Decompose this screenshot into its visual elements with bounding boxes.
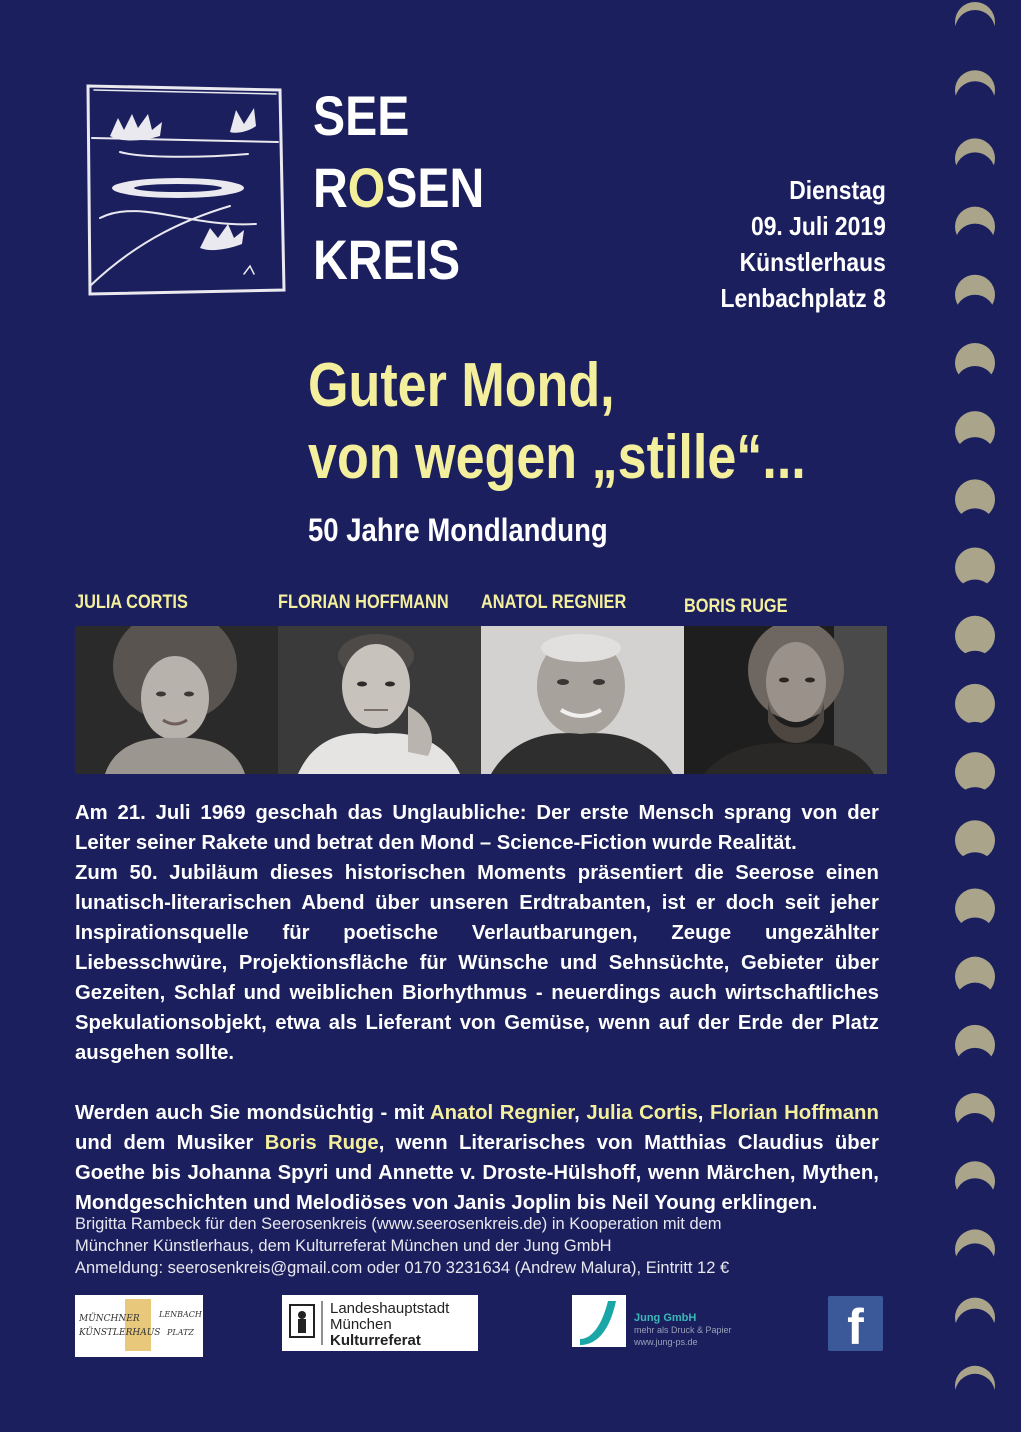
svg-text:Kulturreferat: Kulturreferat bbox=[330, 1332, 421, 1349]
moon-phase-icon bbox=[955, 479, 995, 548]
credits-line-2: Münchner Künstlerhaus, dem Kulturreferat München und der Jung GmbH bbox=[75, 1237, 612, 1255]
headline bbox=[308, 350, 806, 494]
moon-phase-icon bbox=[955, 411, 995, 477]
event-description bbox=[75, 798, 879, 1218]
photo-julia-cortis bbox=[75, 626, 278, 774]
headline-line-2: von wegen „stille“... bbox=[308, 423, 806, 492]
kuenstlerhaus-logo-icon bbox=[75, 1295, 203, 1357]
moon-phase-icon bbox=[955, 207, 995, 264]
svg-text:München: München bbox=[330, 1316, 392, 1333]
credits-line-1: Brigitta Rambeck für den Seerosenkreis (www.seerosenkreis.de) in Kooperation mit dem bbox=[75, 1215, 722, 1233]
lotus-sketch-icon bbox=[80, 78, 290, 300]
moon-phase-icon bbox=[955, 343, 995, 406]
moon-phase-icon bbox=[955, 1366, 995, 1414]
moon-phase-icon bbox=[955, 752, 995, 827]
city-crest-icon bbox=[290, 1305, 314, 1337]
credits bbox=[75, 1213, 729, 1279]
brand-line-1: SEE bbox=[313, 84, 410, 147]
photo-anatol-regnier bbox=[481, 626, 684, 774]
performer-name: JULIA CORTIS bbox=[75, 592, 188, 613]
svg-text:KÜNSTLERHAUS: KÜNSTLERHAUS bbox=[79, 1328, 161, 1338]
performer-name: ANATOL REGNIER bbox=[481, 592, 627, 613]
moon-phase-icon bbox=[955, 70, 995, 121]
performer-photos bbox=[75, 626, 887, 774]
moon-phase-icon bbox=[955, 616, 995, 691]
event-date: 09. Juli 2019 bbox=[751, 211, 886, 241]
svg-text:Jung GmbH: Jung GmbH bbox=[634, 1312, 697, 1324]
performer-name: FLORIAN HOFFMANN bbox=[278, 592, 449, 613]
jung-logo-icon bbox=[572, 1295, 626, 1347]
brand-line-3: KREIS bbox=[313, 228, 461, 291]
svg-text:Landeshauptstadt: Landeshauptstadt bbox=[330, 1300, 450, 1317]
event-address: Lenbachplatz 8 bbox=[720, 283, 886, 313]
svg-text:PLATZ: PLATZ bbox=[167, 1328, 194, 1337]
credits-line-3: Anmeldung: seerosenkreis@gmail.com oder 0170 3231634 (Andrew Malura), Eintritt 12 € bbox=[75, 1259, 730, 1277]
moon-phase-icon bbox=[955, 888, 995, 957]
subheadline: 50 Jahre Mondlandung bbox=[308, 512, 608, 548]
moon-phase-icon bbox=[955, 684, 995, 762]
moon-phase-icon bbox=[955, 548, 995, 620]
event-day: Dienstag bbox=[789, 175, 886, 205]
svg-text:mehr als Druck & Papier: mehr als Druck & Papier bbox=[634, 1325, 732, 1335]
kuenstlerhaus-logo bbox=[75, 1295, 203, 1357]
moon-phase-strip bbox=[952, 0, 998, 1432]
svg-text:MÜNCHNER: MÜNCHNER bbox=[79, 1314, 140, 1324]
photo-boris-ruge bbox=[684, 626, 887, 774]
kulturreferat-logo bbox=[282, 1295, 478, 1351]
moon-phase-icon bbox=[955, 1161, 995, 1218]
performer-names bbox=[75, 592, 887, 622]
description-paragraph-1: Am 21. Juli 1969 geschah das Unglaubliche: Der erste Mensch sprang von der Leiter seiner Rakete und betrat den Mond – Science-Fiction wurde Realität. Zum 50. Jubiläum dieses historischen Moments präsentiert die Seerose einen lunatisch-literarischen Abend über unseren Erdtrabanten, ist er doch seit jeher Inspirationsquelle für poetische Verlautbarungen, Zeuge ungezählter Liebesschwüre, Projektionsfläche für Wünsche und Sehnsüchte, Gebieter über Gezeiten, Schlaf und weiblichen Biorhythmus - neuerdings auch wirtschaftliches Spekulationsobjekt, etwa als Lieferant von Gemüse, wenn auf der Erde der Platz ausgehen sollte. bbox=[75, 801, 879, 1064]
moon-phase-icon bbox=[955, 138, 995, 192]
moon-phase-icon bbox=[955, 275, 995, 335]
moon-phase-icon bbox=[955, 1025, 995, 1088]
headline-line-1: Guter Mond, bbox=[308, 351, 615, 420]
moon-phase-icon bbox=[955, 1229, 995, 1283]
event-info bbox=[721, 172, 886, 316]
facebook-icon[interactable]: f bbox=[828, 1296, 883, 1351]
svg-text:www.jung-ps.de: www.jung-ps.de bbox=[634, 1337, 698, 1347]
description-paragraph-2: Werden auch Sie mondsüchtig - mit Anatol Regnier, Julia Cortis, Florian Hoffmann und dem Musiker Boris Ruge, wenn Literarisches von Matthias Claudius über Goethe bis Johanna Spyri und Annette v. Droste-Hülshoff, wenn Märchen, Mythen, Mondgeschichten und Melodiöses von Janis Joplin bis Neil Young erklingen. bbox=[75, 1101, 879, 1214]
jung-gmbh-logo bbox=[572, 1295, 732, 1351]
moon-phase-icon bbox=[955, 1093, 995, 1153]
moon-phase-icon bbox=[955, 2, 995, 50]
moon-phase-icon bbox=[955, 820, 995, 892]
moon-phase-icon bbox=[955, 1298, 995, 1349]
event-venue: Künstlerhaus bbox=[739, 247, 886, 277]
performer-name: BORIS RUGE bbox=[684, 596, 788, 617]
photo-florian-hoffmann bbox=[278, 626, 481, 774]
brand-line-2: ROSEN bbox=[313, 156, 485, 219]
brand-wordmark bbox=[313, 80, 484, 296]
svg-text:LENBACH: LENBACH bbox=[159, 1310, 202, 1319]
moon-phase-icon bbox=[955, 957, 995, 1023]
